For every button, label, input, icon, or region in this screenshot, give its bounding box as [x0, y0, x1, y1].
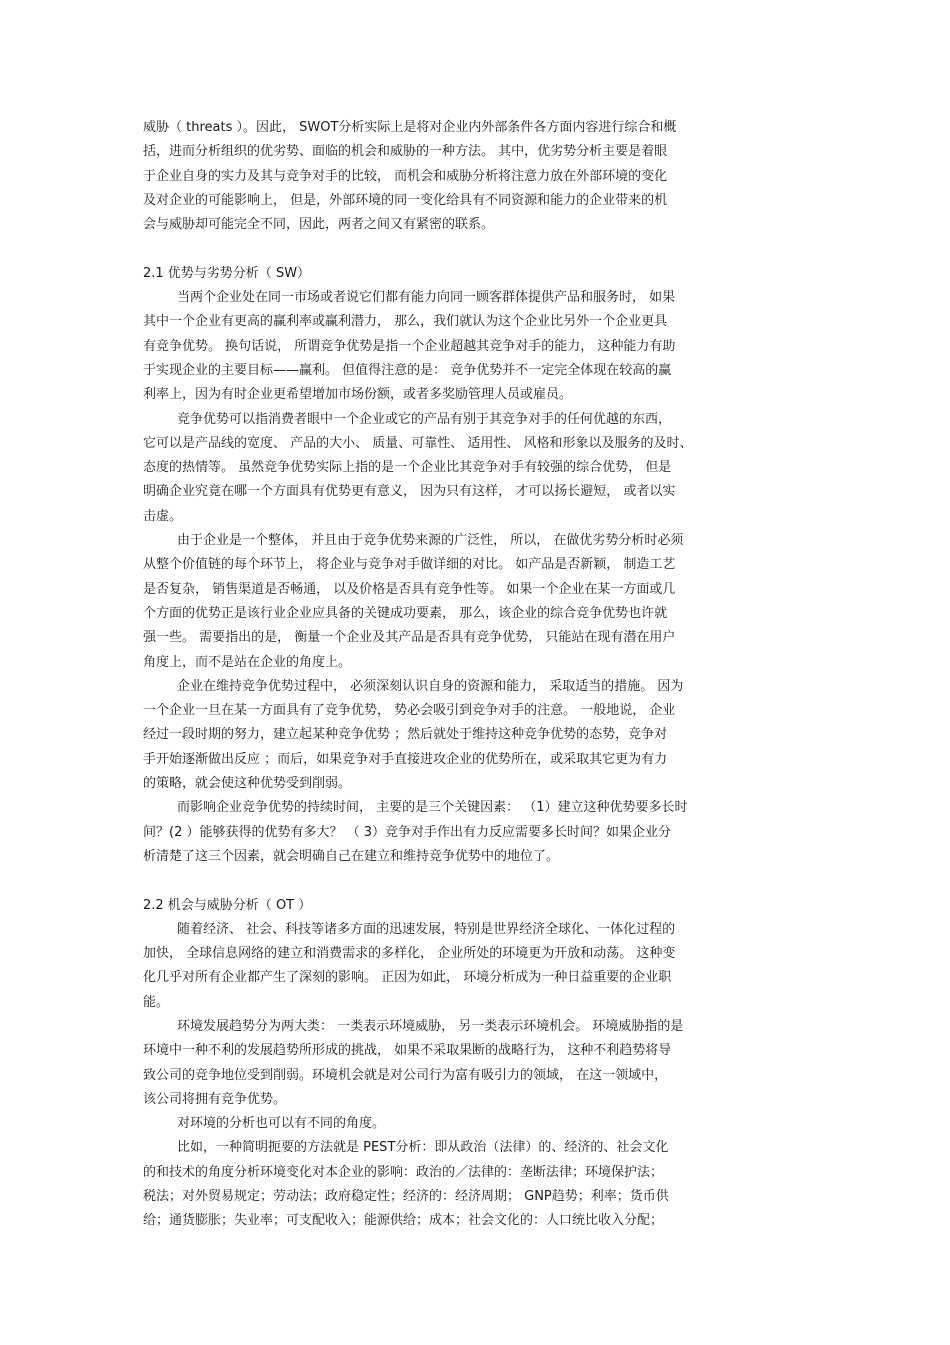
text-line: 一个企业一旦在某一方面具有了竞争优势， 势必会吸引到竞争对手的注意。 一般地说， 企业	[143, 703, 676, 719]
text-line: 环境发展趋势分为两大类： 一类表示环境威胁， 另一类表示环境机会。 环境威胁指的是	[177, 1018, 684, 1034]
text-line: 析清楚了这三个因素，就会明确自己在建立和维持竞争优势中的地位了。	[143, 848, 560, 864]
text-line: 由于企业是一个整体， 并且由于竞争优势来源的广泛性， 所以， 在做优劣势分析时必须	[177, 533, 684, 549]
text-line: 手开始逐渐做出反应 ；而后，如果竞争对手直接进攻企业的优势所在，或采取其它更为有力	[143, 751, 668, 767]
text-line: 括，进而分析组织的优劣势、面临的机会和威胁的一种方法。 其中，优劣势分析主要是着眼	[143, 144, 668, 160]
text-line: 能。	[143, 994, 170, 1010]
text-line: 从整个价值链的每个环节上， 将企业与竞争对手做详细的对比。 如产品是否新颖， 制造工艺	[143, 557, 676, 573]
paragraph	[143, 1136, 807, 1233]
text-line: 明确企业究竟在哪一个方面具有优势更有意义， 因为只有这样， 才可以扬长避短， 或者以实	[143, 484, 676, 500]
paragraph	[143, 529, 807, 675]
paragraph	[143, 1112, 807, 1136]
text-line: 利率上，因为有时企业更希望增加市场份额，或者多奖励管理人员或雇员。	[143, 387, 573, 403]
text-line: 于实现企业的主要目标——赢利。 但值得注意的是： 竞争优势并不一定完全体现在较高的赢	[143, 362, 672, 378]
paragraph	[143, 796, 807, 869]
text-line: 企业在维持竞争优势过程中， 必须深刻认识自身的资源和能力， 采取适当的措施。 因为	[177, 678, 684, 694]
text-line: 比如，一种简明扼要的方法就是 PEST分析：即从政治（法律）的、经济的、社会文化	[177, 1140, 669, 1156]
document-body	[143, 116, 807, 1234]
text-line: 有竞争优势。 换句话说， 所谓竞争优势是指一个企业超越其竞争对手的能力， 这种能力有助	[143, 338, 676, 354]
text-line: 的和技术的角度分析环境变化对本企业的影响：政治的／法律的：垄断法律；环境保护法；	[143, 1164, 664, 1180]
text-line: 随着经济、 社会、科技等诸多方面的迅速发展，特别是世界经济全球化、一体化过程的	[177, 921, 676, 937]
text-line: 于企业自身的实力及其与竞争对手的比较， 而机会和威胁分析将注意力放在外部环境的变化	[143, 168, 668, 184]
text-line: 其中一个企业有更高的赢利率或赢利潜力， 那么，我们就认为这个企业比另外一个企业更具	[143, 314, 668, 330]
text-line: 税法；对外贸易规定；劳动法；政府稳定性；经济的：经济周期； GNP趋势；利率；货币供	[143, 1189, 669, 1205]
section-heading-ot: 2.2 机会与威胁分析（ OT ）	[143, 897, 312, 913]
text-line: 的策略，就会使这种优势受到削弱。	[143, 776, 352, 792]
text-line: 角度上，而不是站在企业的角度上。	[143, 654, 352, 670]
paragraph	[143, 286, 807, 407]
paragraph	[143, 408, 807, 529]
text-line: 它可以是产品线的宽度、 产品的大小、 质量、可靠性、 适用性、 风格和形象以及服务的及时、	[143, 435, 693, 451]
text-line: 是否复杂， 销售渠道是否畅通， 以及价格是否具有竞争性等。 如果一个企业在某一方面或几	[143, 581, 676, 597]
text-line: 强一些。 需要指出的是， 衡量一个企业及其产品是否具有竞争优势， 只能站在现有潜在用户	[143, 630, 676, 646]
paragraph	[143, 918, 807, 1015]
paragraph	[143, 675, 807, 796]
text-line: 间？(2 ）能够获得的优势有多大？ （ 3）竞争对手作出有力反应需要多长时间？如果企业分	[143, 824, 672, 840]
text-line: 该公司将拥有竞争优势。	[143, 1091, 287, 1107]
text-line: 当两个企业处在同一市场或者说它们都有能力向同一顾客群体提供产品和服务时， 如果	[177, 290, 676, 306]
text-line: 威胁（ threats ）。因此， SWOT分析实际上是将对企业内外部条件各方面内容进行综合和概	[143, 120, 677, 135]
text-line: 个方面的优势正是该行业企业应具备的关键成功要素， 那么，该企业的综合竞争优势也许就	[143, 605, 668, 621]
text-line: 经过一段时期的努力，建立起某种竞争优势 ；然后就处于维持这种竞争优势的态势，竞争对	[143, 727, 668, 743]
text-line: 化几乎对所有企业都产生了深刻的影响。 正因为如此， 环境分析成为一种日益重要的企业职	[143, 970, 672, 986]
text-line: 会与威胁却可能完全不同，因此，两者之间又有紧密的联系。	[143, 217, 495, 233]
text-line: 对环境的分析也可以有不同的角度。	[177, 1116, 386, 1132]
paragraph	[143, 1015, 807, 1112]
text-line: 环境中一种不利的发展趋势所形成的挑战， 如果不采取果断的战略行为， 这种不利趋势将导	[143, 1043, 672, 1059]
text-line: 而影响企业竞争优势的持续时间， 主要的是三个关键因素： （1）建立这种优势要多长时	[177, 800, 688, 816]
blank-line	[143, 237, 807, 261]
section-heading-sw: 2.1 优势与劣势分析（ SW）	[143, 265, 311, 281]
text-line: 致公司的竞争地位受到削弱。环境机会就是对公司行为富有吸引力的领域， 在这一领域中，	[143, 1067, 668, 1083]
text-line: 击虚。	[143, 508, 183, 524]
text-line: 及对企业的可能影响上， 但是，外部环境的同一变化给具有不同资源和能力的企业带来的机	[143, 192, 668, 208]
intro-paragraph	[143, 116, 807, 237]
text-line: 竞争优势可以指消费者眼中一个企业或它的产品有别于其竞争对手的任何优越的东西，	[177, 411, 672, 427]
text-line: 加快， 全球信息网络的建立和消费需求的多样化， 企业所处的环境更为开放和动荡。 这种变	[143, 946, 676, 962]
text-line: 态度的热情等。 虽然竞争优势实际上指的是一个企业比其竞争对手有较强的综合优势， 但是	[143, 460, 672, 476]
blank-line	[143, 869, 807, 893]
text-line: 给；通货膨胀；失业率；可支配收入；能源供给；成本；社会文化的：人口统比收入分配；	[143, 1213, 664, 1229]
